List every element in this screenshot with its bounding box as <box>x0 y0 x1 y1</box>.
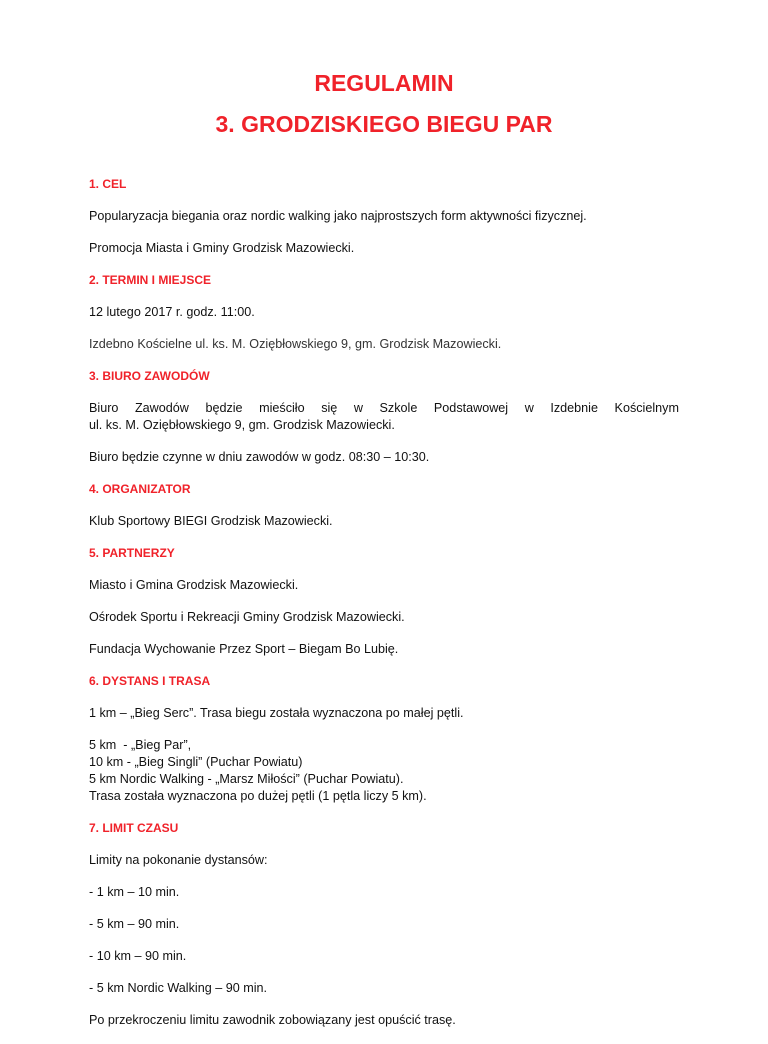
section-heading-dystans: 6. DYSTANS I TRASA <box>89 674 211 688</box>
text-line: Trasa została wyznaczona po dużej pętli (1 pętla liczy 5 km). <box>89 789 427 803</box>
list-item: - 5 km – 90 min. <box>89 917 180 931</box>
text-line: ul. ks. M. Oziębłowskiego 9, gm. Grodzisk Mazowiecki. <box>89 418 395 432</box>
word: w <box>353 401 363 415</box>
paragraph: Limity na pokonanie dystansów: <box>89 853 268 867</box>
word: Biuro <box>89 401 119 415</box>
paragraph: Miasto i Gmina Grodzisk Mazowiecki. <box>89 578 299 592</box>
word: Kościelnym <box>614 401 679 415</box>
paragraph: Po przekroczeniu limitu zawodnik zobowiązany jest opuścić trasę. <box>89 1013 456 1027</box>
text-line: 5 km - „Bieg Par”, <box>89 738 192 752</box>
justified-line <box>89 400 679 417</box>
section-heading-cel: 1. CEL <box>89 177 127 191</box>
word: mieściło <box>259 401 305 415</box>
paragraph: Klub Sportowy BIEGI Grodzisk Mazowiecki. <box>89 514 333 528</box>
paragraph: 12 lutego 2017 r. godz. 11:00. <box>89 305 255 319</box>
paragraph: Biuro będzie czynne w dniu zawodów w godz. 08:30 – 10:30. <box>89 450 430 464</box>
section-heading-biuro: 3. BIURO ZAWODÓW <box>89 369 210 383</box>
document-title: REGULAMIN <box>314 70 454 96</box>
word: Izdebnie <box>550 401 598 415</box>
text-line: 10 km - „Bieg Singli” (Puchar Powiatu) <box>89 755 303 769</box>
section-heading-organizator: 4. ORGANIZATOR <box>89 482 191 496</box>
paragraph <box>89 737 679 805</box>
paragraph: Izdebno Kościelne ul. ks. M. Oziębłowskiego 9, gm. Grodzisk Mazowiecki. <box>89 337 502 351</box>
paragraph <box>89 400 679 434</box>
word: Szkole <box>379 401 418 415</box>
word: Podstawowej <box>433 401 509 415</box>
section-heading-termin: 2. TERMIN I MIEJSCE <box>89 273 212 287</box>
list-item: - 1 km – 10 min. <box>89 885 180 899</box>
section-heading-partnerzy: 5. PARTNERZY <box>89 546 175 560</box>
word: się <box>321 401 338 415</box>
word: w <box>524 401 534 415</box>
paragraph: Fundacja Wychowanie Przez Sport – Biegam Bo Lubię. <box>89 642 399 656</box>
paragraph: Popularyzacja biegania oraz nordic walking jako najprostszych form aktywności fizycznej. <box>89 209 587 223</box>
paragraph: 1 km – „Bieg Serc”. Trasa biegu została wyznaczona po małej pętli. <box>89 706 464 720</box>
text-line: 5 km Nordic Walking - „Marsz Miłości” (Puchar Powiatu). <box>89 772 404 786</box>
paragraph: Promocja Miasta i Gminy Grodzisk Mazowiecki. <box>89 241 355 255</box>
paragraph: Ośrodek Sportu i Rekreacji Gminy Grodzisk Mazowiecki. <box>89 610 405 624</box>
word: będzie <box>205 401 243 415</box>
section-heading-limit: 7. LIMIT CZASU <box>89 821 179 835</box>
list-item: - 10 km – 90 min. <box>89 949 187 963</box>
list-item: - 5 km Nordic Walking – 90 min. <box>89 981 267 995</box>
document-body <box>89 176 679 1044</box>
word: Zawodów <box>134 401 189 415</box>
document-subtitle: 3. GRODZISKIEGO BIEGU PAR <box>215 111 553 137</box>
